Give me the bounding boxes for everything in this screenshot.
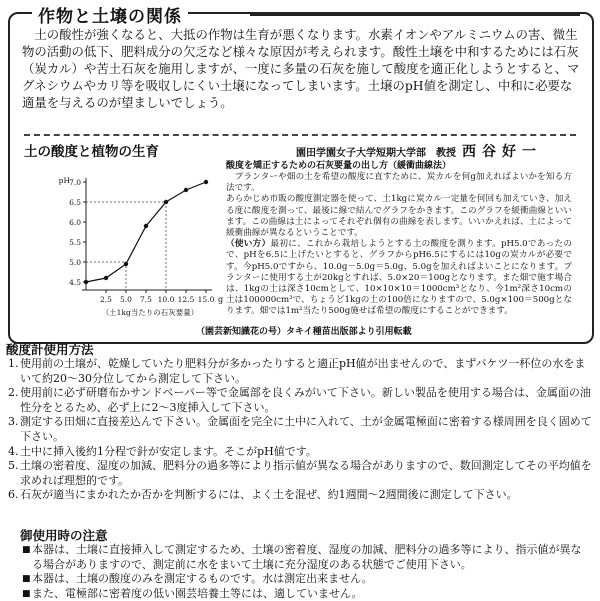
usage-step: [8, 459, 592, 488]
intro-text: 土の酸性が強くなると、大抵の作物は生育が悪くなります。水素イオンやアルミニウムの害、微生物の活動の低下、肥料成分の欠乏など様々な原因が考えられます。酸性土壌を中和するためには石灰（炭カル）や苦土石灰を施用しますが、一度に多量の石灰を施して酸度を適正化しようとすると、マグネシウムやカリ等を吸収しにくい土壌になってしまいます。土壌のpH値を測定し、中和に必要な適量を与えるのが望ましいでしょう。: [22, 26, 584, 111]
usage-step: [8, 488, 592, 503]
x-tick-label: 7.5: [140, 295, 152, 304]
method-heading: 酸度を矯正するための石灰要量の出し方（緩衝曲線法）: [226, 158, 451, 171]
usage-steps: [8, 357, 592, 503]
x-tick-label: 10.0: [158, 295, 175, 304]
x-axis-label: （土1kg当たりの石灰要量）: [102, 307, 199, 317]
author-affiliation: 園田学園女子大学短期大学部 教授: [296, 148, 456, 159]
caution-title: 御使用時の注意: [20, 526, 108, 544]
y-tick-label: 5.0: [69, 258, 81, 267]
y-tick-label: 7.0: [69, 178, 81, 187]
method-paragraph: あらかじめ市販の酸度測定器を使って、土1kgに炭カル一定量を何回も加えていき、加える度に酸度を測って、最後に線で結んでグラフをかきます。このグラフを緩衝曲線といいます。この曲線は土によってそれぞれ個有の曲線を表します。いいかえれば、土によって緩衝曲線が異なるということです。: [226, 194, 572, 239]
y-tick-label: 6.0: [69, 218, 81, 227]
data-point: [184, 188, 188, 192]
step-text: 土壌の密着度、湿度の加減、肥料分の過多等により指示値が異なる場合がありますので、数回測定してその平均値を求めれば理想的です。: [20, 459, 592, 488]
source-note: （園芸新知識花の号）タキイ種苗出版部より引用転載: [196, 324, 412, 337]
step-number: 1.: [8, 357, 20, 386]
step-text: 使用前の土壌が、乾燥していたり肥料分が多かったりすると適正pH値が出ませんので、まずバケツ一杯位の水をまいて約20～30分位してから測定して下さい。: [20, 357, 592, 386]
y-axis-label: pH: [59, 176, 71, 185]
step-number: 4.: [8, 445, 20, 460]
section-divider: [24, 134, 576, 136]
usage-step: [8, 386, 592, 415]
data-point: [144, 224, 148, 228]
caution-item: [22, 572, 592, 587]
square-bullet-icon: ■: [22, 543, 32, 572]
step-number: 3.: [8, 415, 20, 444]
y-tick-label: 6.5: [69, 198, 81, 207]
usage-label: （使い方）: [226, 239, 270, 249]
usage-step: [8, 415, 592, 444]
buffer-curve-line: [86, 182, 206, 282]
x-tick-label: 12.5: [178, 295, 195, 304]
step-text: 使用前に必ず研磨布かサンドペーパー等で金属部を良くみがいて下さい。新しい製品を使用する場合は、金属面の油性分をとるため、必ず上に2～3度挿入して下さい。: [20, 386, 592, 415]
caution-item: [22, 587, 592, 601]
caution-text: また、電極部に密着度の低い園芸培養土等には、適していません。: [32, 587, 592, 601]
caution-item: [22, 543, 592, 572]
data-point: [164, 200, 168, 204]
caution-text: 本器は、土壌の酸度のみを測定するものです。水は測定出来ません。: [32, 572, 592, 587]
square-bullet-icon: ■: [22, 572, 32, 587]
usage-text: 最初に、これから栽培しようとする土の酸度を測ります。pH5.0であったので、pHを6.5に上げたいとすると、グラフからpH6.5にするには10gの炭カルが必要です。今pH5.0ですから、10.0g－5.0g＝5.0g、5.0gを加えればよいことになります。プランターに使用する土が20kgとすれば、5.0×20＝100gとなります。また畑で施す場合は、1kgの土は深さ10cmとして、10×10×10＝1000cm³となり、今1m²深さ10cmの土は100000cm³で、ちょうど1kgの土の100倍になりますので、5.0g×100＝500gとなります。畑では1m²当たり500g施せば希望の酸度にすることができます。: [226, 239, 572, 316]
step-number: 5.: [8, 459, 20, 488]
method-body: [226, 172, 572, 318]
usage-step: [8, 445, 592, 460]
author-name: 西谷好一: [462, 144, 542, 160]
x-unit-label: g: [218, 295, 223, 304]
x-tick-label: 5.0: [120, 295, 132, 304]
y-tick-label: 4.5: [69, 278, 81, 287]
caution-text: 本器は、土壌に直接挿入して測定するため、土壌の密着度、湿度の加減、肥料分の過多等により、指示値が異なる場合がありますので、測定前に水をまいて土壌に充分湿度のある状態でご使用下さい。: [32, 543, 592, 572]
data-point: [84, 280, 88, 284]
x-tick-label: 2.5: [100, 295, 112, 304]
method-paragraph: プランターや畑の土を希望の酸度に直すために、炭カルを何g加えればよいかを知る方法です。: [226, 172, 572, 194]
square-bullet-icon: ■: [22, 587, 32, 601]
step-text: 石灰が適当にまかれたか否かを判断するには、よく土を混ぜ、約1週間～2週間後に測定して下さい。: [20, 488, 592, 503]
buffer-curve-chart: [60, 170, 226, 320]
data-point: [124, 262, 128, 266]
y-tick-label: 5.5: [69, 238, 81, 247]
title-rule: [250, 14, 580, 16]
intro-paragraph: [22, 26, 584, 111]
step-number: 6.: [8, 488, 20, 503]
data-point: [104, 276, 108, 280]
step-text: 土中に挿入後約1分程で針が安定します。そこがpH値です。: [20, 445, 592, 460]
section-title: 土の酸度と植物の生育: [24, 140, 159, 160]
data-point: [204, 180, 208, 184]
step-number: 2.: [8, 386, 20, 415]
method-usage-paragraph: [226, 239, 572, 317]
step-text: 測定する田畑に直接差込んで下さい。金属面を完全に土中に入れて、土が金属電極面に密着する様周囲を良く固めて下さい。: [20, 415, 592, 444]
page-title: 作物と土壌の関係: [32, 2, 188, 27]
x-tick-label: 15.0: [198, 295, 215, 304]
usage-title: 酸度計使用方法: [6, 340, 94, 358]
caution-list: [22, 543, 592, 601]
usage-step: [8, 357, 592, 386]
